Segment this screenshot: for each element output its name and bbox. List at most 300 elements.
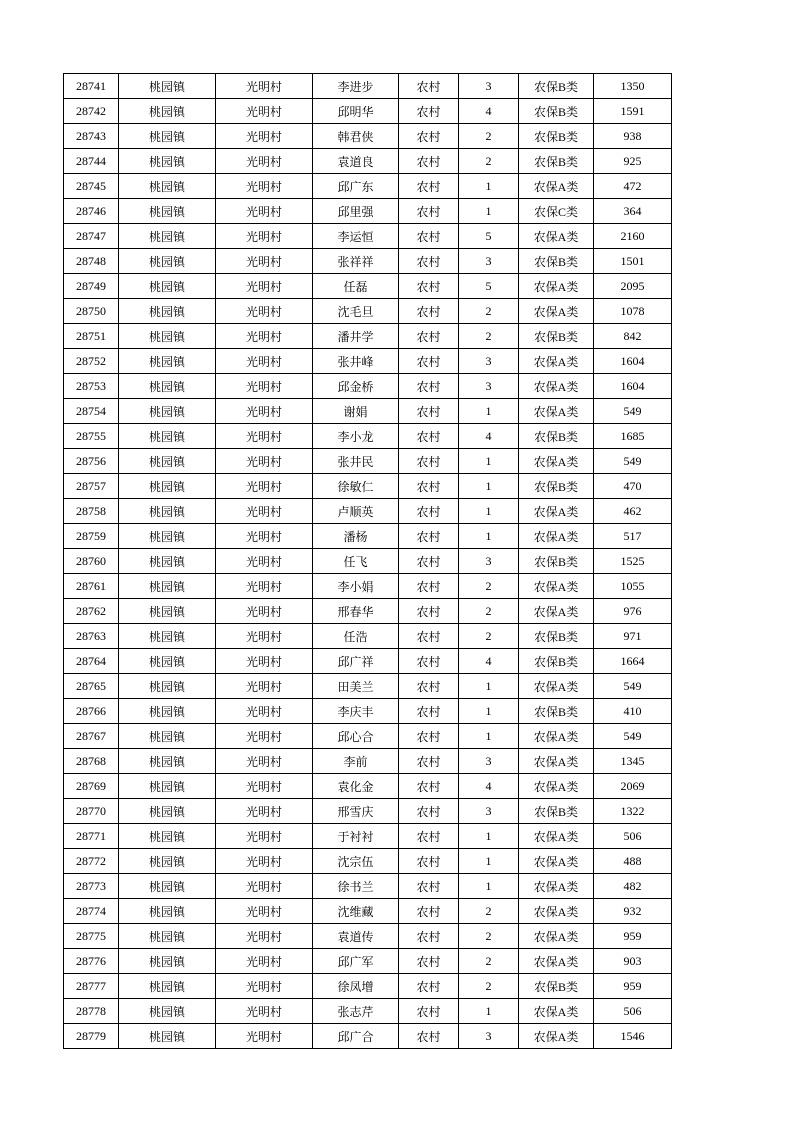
cell-id: 28763 — [64, 624, 119, 649]
cell-town: 桃园镇 — [119, 149, 216, 174]
cell-village: 光明村 — [216, 524, 313, 549]
cell-id: 28751 — [64, 324, 119, 349]
cell-amount: 506 — [594, 999, 672, 1024]
cell-village: 光明村 — [216, 724, 313, 749]
cell-category: 农保A类 — [519, 449, 594, 474]
cell-amount: 1525 — [594, 549, 672, 574]
cell-village: 光明村 — [216, 599, 313, 624]
cell-town: 桃园镇 — [119, 699, 216, 724]
cell-amount: 1078 — [594, 299, 672, 324]
table-row — [64, 299, 672, 324]
cell-amount: 549 — [594, 674, 672, 699]
cell-count: 2 — [459, 599, 519, 624]
cell-name: 邱明华 — [313, 99, 399, 124]
cell-category: 农保A类 — [519, 824, 594, 849]
cell-type: 农村 — [399, 624, 459, 649]
cell-category: 农保A类 — [519, 674, 594, 699]
cell-village: 光明村 — [216, 624, 313, 649]
cell-type: 农村 — [399, 424, 459, 449]
table-row — [64, 424, 672, 449]
cell-amount: 1055 — [594, 574, 672, 599]
cell-amount: 1604 — [594, 349, 672, 374]
cell-village: 光明村 — [216, 274, 313, 299]
table-row — [64, 324, 672, 349]
cell-name: 张志芹 — [313, 999, 399, 1024]
cell-id: 28758 — [64, 499, 119, 524]
cell-village: 光明村 — [216, 449, 313, 474]
cell-town: 桃园镇 — [119, 924, 216, 949]
cell-type: 农村 — [399, 649, 459, 674]
table-row — [64, 224, 672, 249]
table-row — [64, 174, 672, 199]
cell-category: 农保B类 — [519, 249, 594, 274]
cell-amount: 1322 — [594, 799, 672, 824]
cell-category: 农保B类 — [519, 99, 594, 124]
cell-amount: 959 — [594, 974, 672, 999]
cell-village: 光明村 — [216, 674, 313, 699]
cell-id: 28778 — [64, 999, 119, 1024]
cell-id: 28746 — [64, 199, 119, 224]
cell-count: 1 — [459, 199, 519, 224]
cell-type: 农村 — [399, 149, 459, 174]
cell-village: 光明村 — [216, 349, 313, 374]
cell-name: 张祥祥 — [313, 249, 399, 274]
cell-id: 28754 — [64, 399, 119, 424]
cell-name: 邱心合 — [313, 724, 399, 749]
cell-town: 桃园镇 — [119, 999, 216, 1024]
cell-type: 农村 — [399, 1024, 459, 1049]
cell-town: 桃园镇 — [119, 724, 216, 749]
cell-village: 光明村 — [216, 74, 313, 99]
table-row — [64, 849, 672, 874]
cell-category: 农保A类 — [519, 224, 594, 249]
cell-name: 邱里强 — [313, 199, 399, 224]
cell-village: 光明村 — [216, 774, 313, 799]
cell-id: 28741 — [64, 74, 119, 99]
cell-type: 农村 — [399, 324, 459, 349]
cell-id: 28747 — [64, 224, 119, 249]
cell-count: 4 — [459, 99, 519, 124]
table-row — [64, 624, 672, 649]
table-row — [64, 149, 672, 174]
cell-village: 光明村 — [216, 574, 313, 599]
cell-type: 农村 — [399, 274, 459, 299]
cell-amount: 517 — [594, 524, 672, 549]
table-row — [64, 274, 672, 299]
cell-category: 农保C类 — [519, 199, 594, 224]
cell-type: 农村 — [399, 174, 459, 199]
cell-id: 28777 — [64, 974, 119, 999]
cell-count: 2 — [459, 149, 519, 174]
cell-count: 2 — [459, 899, 519, 924]
cell-id: 28767 — [64, 724, 119, 749]
cell-count: 1 — [459, 474, 519, 499]
cell-amount: 2069 — [594, 774, 672, 799]
cell-category: 农保A类 — [519, 374, 594, 399]
cell-id: 28742 — [64, 99, 119, 124]
cell-town: 桃园镇 — [119, 1024, 216, 1049]
cell-type: 农村 — [399, 949, 459, 974]
cell-category: 农保B类 — [519, 74, 594, 99]
cell-count: 2 — [459, 974, 519, 999]
cell-name: 卢顺英 — [313, 499, 399, 524]
cell-name: 李进步 — [313, 74, 399, 99]
table-row — [64, 799, 672, 824]
cell-count: 1 — [459, 174, 519, 199]
cell-village: 光明村 — [216, 549, 313, 574]
cell-village: 光明村 — [216, 899, 313, 924]
cell-amount: 549 — [594, 724, 672, 749]
cell-category: 农保A类 — [519, 499, 594, 524]
cell-town: 桃园镇 — [119, 74, 216, 99]
table-row — [64, 574, 672, 599]
cell-amount: 976 — [594, 599, 672, 624]
cell-category: 农保A类 — [519, 524, 594, 549]
cell-count: 1 — [459, 674, 519, 699]
cell-town: 桃园镇 — [119, 674, 216, 699]
cell-count: 1 — [459, 449, 519, 474]
cell-town: 桃园镇 — [119, 274, 216, 299]
cell-type: 农村 — [399, 399, 459, 424]
cell-category: 农保A类 — [519, 849, 594, 874]
cell-type: 农村 — [399, 449, 459, 474]
cell-amount: 932 — [594, 899, 672, 924]
cell-type: 农村 — [399, 124, 459, 149]
cell-type: 农村 — [399, 474, 459, 499]
table-row — [64, 774, 672, 799]
cell-type: 农村 — [399, 724, 459, 749]
table-row — [64, 699, 672, 724]
cell-amount: 549 — [594, 449, 672, 474]
cell-town: 桃园镇 — [119, 574, 216, 599]
table-row — [64, 599, 672, 624]
cell-name: 韩君侠 — [313, 124, 399, 149]
table-row — [64, 474, 672, 499]
table-row — [64, 924, 672, 949]
cell-village: 光明村 — [216, 224, 313, 249]
cell-amount: 462 — [594, 499, 672, 524]
cell-count: 2 — [459, 924, 519, 949]
cell-count: 1 — [459, 824, 519, 849]
cell-village: 光明村 — [216, 174, 313, 199]
cell-town: 桃园镇 — [119, 749, 216, 774]
cell-id: 28776 — [64, 949, 119, 974]
table-row — [64, 399, 672, 424]
cell-id: 28765 — [64, 674, 119, 699]
cell-count: 4 — [459, 649, 519, 674]
cell-category: 农保A类 — [519, 399, 594, 424]
cell-name: 李前 — [313, 749, 399, 774]
cell-town: 桃园镇 — [119, 199, 216, 224]
cell-town: 桃园镇 — [119, 324, 216, 349]
cell-type: 农村 — [399, 99, 459, 124]
cell-id: 28775 — [64, 924, 119, 949]
cell-id: 28761 — [64, 574, 119, 599]
cell-type: 农村 — [399, 924, 459, 949]
cell-type: 农村 — [399, 999, 459, 1024]
cell-count: 1 — [459, 874, 519, 899]
cell-type: 农村 — [399, 849, 459, 874]
cell-id: 28762 — [64, 599, 119, 624]
cell-town: 桃园镇 — [119, 174, 216, 199]
cell-village: 光明村 — [216, 124, 313, 149]
cell-category: 农保B类 — [519, 149, 594, 174]
cell-id: 28768 — [64, 749, 119, 774]
cell-count: 4 — [459, 424, 519, 449]
cell-amount: 1604 — [594, 374, 672, 399]
table-row — [64, 374, 672, 399]
cell-town: 桃园镇 — [119, 874, 216, 899]
cell-amount: 482 — [594, 874, 672, 899]
cell-town: 桃园镇 — [119, 349, 216, 374]
cell-id: 28750 — [64, 299, 119, 324]
cell-category: 农保A类 — [519, 899, 594, 924]
cell-amount: 925 — [594, 149, 672, 174]
cell-amount: 1501 — [594, 249, 672, 274]
cell-category: 农保B类 — [519, 324, 594, 349]
cell-amount: 1664 — [594, 649, 672, 674]
cell-amount: 410 — [594, 699, 672, 724]
cell-name: 徐敏仁 — [313, 474, 399, 499]
cell-id: 28769 — [64, 774, 119, 799]
cell-name: 袁化金 — [313, 774, 399, 799]
table-body — [64, 74, 672, 1049]
cell-type: 农村 — [399, 349, 459, 374]
cell-village: 光明村 — [216, 924, 313, 949]
cell-town: 桃园镇 — [119, 949, 216, 974]
cell-town: 桃园镇 — [119, 824, 216, 849]
cell-amount: 971 — [594, 624, 672, 649]
cell-village: 光明村 — [216, 424, 313, 449]
cell-count: 2 — [459, 949, 519, 974]
cell-count: 2 — [459, 324, 519, 349]
cell-type: 农村 — [399, 599, 459, 624]
cell-town: 桃园镇 — [119, 499, 216, 524]
cell-id: 28749 — [64, 274, 119, 299]
table-row — [64, 999, 672, 1024]
cell-type: 农村 — [399, 699, 459, 724]
cell-amount: 549 — [594, 399, 672, 424]
cell-type: 农村 — [399, 374, 459, 399]
cell-type: 农村 — [399, 224, 459, 249]
cell-type: 农村 — [399, 574, 459, 599]
cell-id: 28771 — [64, 824, 119, 849]
cell-amount: 903 — [594, 949, 672, 974]
cell-name: 任浩 — [313, 624, 399, 649]
cell-name: 邱广军 — [313, 949, 399, 974]
cell-type: 农村 — [399, 524, 459, 549]
cell-town: 桃园镇 — [119, 524, 216, 549]
cell-amount: 364 — [594, 199, 672, 224]
cell-amount: 1546 — [594, 1024, 672, 1049]
table-row — [64, 749, 672, 774]
cell-id: 28743 — [64, 124, 119, 149]
cell-category: 农保A类 — [519, 949, 594, 974]
cell-name: 谢娟 — [313, 399, 399, 424]
cell-category: 农保B类 — [519, 799, 594, 824]
cell-id: 28764 — [64, 649, 119, 674]
cell-count: 1 — [459, 724, 519, 749]
table-row — [64, 99, 672, 124]
cell-category: 农保B类 — [519, 974, 594, 999]
cell-id: 28745 — [64, 174, 119, 199]
table-row — [64, 199, 672, 224]
cell-category: 农保B类 — [519, 624, 594, 649]
cell-village: 光明村 — [216, 949, 313, 974]
cell-type: 农村 — [399, 674, 459, 699]
cell-count: 1 — [459, 849, 519, 874]
cell-village: 光明村 — [216, 1024, 313, 1049]
cell-type: 农村 — [399, 549, 459, 574]
table-row — [64, 1024, 672, 1049]
cell-town: 桃园镇 — [119, 774, 216, 799]
cell-name: 任飞 — [313, 549, 399, 574]
cell-type: 农村 — [399, 824, 459, 849]
cell-category: 农保A类 — [519, 299, 594, 324]
cell-name: 邱金桥 — [313, 374, 399, 399]
cell-count: 2 — [459, 624, 519, 649]
cell-id: 28753 — [64, 374, 119, 399]
cell-category: 农保B类 — [519, 699, 594, 724]
cell-village: 光明村 — [216, 99, 313, 124]
cell-id: 28760 — [64, 549, 119, 574]
cell-town: 桃园镇 — [119, 599, 216, 624]
table-row — [64, 949, 672, 974]
cell-id: 28770 — [64, 799, 119, 824]
cell-village: 光明村 — [216, 499, 313, 524]
cell-count: 3 — [459, 749, 519, 774]
cell-village: 光明村 — [216, 474, 313, 499]
cell-name: 田美兰 — [313, 674, 399, 699]
cell-amount: 938 — [594, 124, 672, 149]
cell-name: 潘井学 — [313, 324, 399, 349]
cell-type: 农村 — [399, 799, 459, 824]
cell-town: 桃园镇 — [119, 424, 216, 449]
table-row — [64, 649, 672, 674]
cell-category: 农保A类 — [519, 774, 594, 799]
cell-amount: 1591 — [594, 99, 672, 124]
cell-id: 28774 — [64, 899, 119, 924]
cell-name: 徐凤增 — [313, 974, 399, 999]
cell-town: 桃园镇 — [119, 249, 216, 274]
cell-amount: 1350 — [594, 74, 672, 99]
table-row — [64, 499, 672, 524]
cell-category: 农保A类 — [519, 1024, 594, 1049]
cell-category: 农保A类 — [519, 874, 594, 899]
cell-type: 农村 — [399, 199, 459, 224]
cell-category: 农保A类 — [519, 174, 594, 199]
cell-village: 光明村 — [216, 149, 313, 174]
cell-count: 3 — [459, 549, 519, 574]
cell-village: 光明村 — [216, 849, 313, 874]
cell-category: 农保A类 — [519, 274, 594, 299]
cell-count: 1 — [459, 999, 519, 1024]
cell-town: 桃园镇 — [119, 899, 216, 924]
cell-village: 光明村 — [216, 974, 313, 999]
cell-amount: 959 — [594, 924, 672, 949]
cell-id: 28773 — [64, 874, 119, 899]
cell-amount: 2095 — [594, 274, 672, 299]
cell-town: 桃园镇 — [119, 224, 216, 249]
cell-id: 28744 — [64, 149, 119, 174]
cell-category: 农保A类 — [519, 749, 594, 774]
cell-category: 农保B类 — [519, 649, 594, 674]
cell-count: 3 — [459, 249, 519, 274]
cell-id: 28759 — [64, 524, 119, 549]
cell-type: 农村 — [399, 499, 459, 524]
cell-town: 桃园镇 — [119, 974, 216, 999]
cell-town: 桃园镇 — [119, 399, 216, 424]
table-row — [64, 124, 672, 149]
data-table — [63, 73, 672, 1049]
cell-town: 桃园镇 — [119, 299, 216, 324]
cell-id: 28748 — [64, 249, 119, 274]
cell-village: 光明村 — [216, 699, 313, 724]
cell-count: 3 — [459, 1024, 519, 1049]
cell-amount: 488 — [594, 849, 672, 874]
cell-town: 桃园镇 — [119, 649, 216, 674]
cell-id: 28757 — [64, 474, 119, 499]
cell-id: 28766 — [64, 699, 119, 724]
cell-name: 潘杨 — [313, 524, 399, 549]
cell-count: 5 — [459, 224, 519, 249]
cell-amount: 842 — [594, 324, 672, 349]
cell-category: 农保B类 — [519, 549, 594, 574]
cell-town: 桃园镇 — [119, 799, 216, 824]
cell-type: 农村 — [399, 974, 459, 999]
table-row — [64, 249, 672, 274]
cell-category: 农保A类 — [519, 724, 594, 749]
cell-village: 光明村 — [216, 999, 313, 1024]
cell-town: 桃园镇 — [119, 474, 216, 499]
cell-type: 农村 — [399, 774, 459, 799]
cell-town: 桃园镇 — [119, 374, 216, 399]
table-row — [64, 74, 672, 99]
cell-name: 邱广东 — [313, 174, 399, 199]
cell-village: 光明村 — [216, 649, 313, 674]
cell-name: 邢雪庆 — [313, 799, 399, 824]
cell-amount: 1685 — [594, 424, 672, 449]
table-row — [64, 549, 672, 574]
cell-name: 张井峰 — [313, 349, 399, 374]
cell-count: 4 — [459, 774, 519, 799]
cell-village: 光明村 — [216, 249, 313, 274]
cell-town: 桃园镇 — [119, 449, 216, 474]
table-row — [64, 674, 672, 699]
cell-category: 农保B类 — [519, 424, 594, 449]
cell-count: 3 — [459, 799, 519, 824]
cell-id: 28752 — [64, 349, 119, 374]
cell-id: 28779 — [64, 1024, 119, 1049]
cell-village: 光明村 — [216, 324, 313, 349]
table-row — [64, 899, 672, 924]
table-row — [64, 724, 672, 749]
cell-village: 光明村 — [216, 799, 313, 824]
cell-type: 农村 — [399, 874, 459, 899]
cell-village: 光明村 — [216, 824, 313, 849]
table-row — [64, 349, 672, 374]
cell-town: 桃园镇 — [119, 624, 216, 649]
cell-category: 农保A类 — [519, 574, 594, 599]
cell-name: 袁道传 — [313, 924, 399, 949]
cell-amount: 1345 — [594, 749, 672, 774]
cell-name: 李运恒 — [313, 224, 399, 249]
cell-town: 桃园镇 — [119, 549, 216, 574]
cell-village: 光明村 — [216, 749, 313, 774]
cell-name: 沈维藏 — [313, 899, 399, 924]
cell-type: 农村 — [399, 749, 459, 774]
cell-name: 邢春华 — [313, 599, 399, 624]
